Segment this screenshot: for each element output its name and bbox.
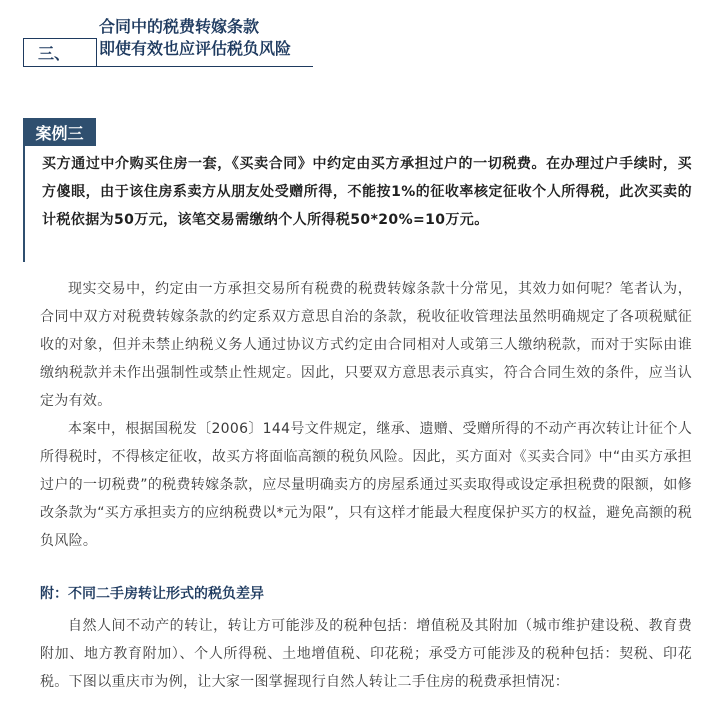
case-side-bar bbox=[23, 146, 25, 262]
paragraph-1: 现实交易中，约定由一方承担交易所有税费的税费转嫁条款十分常见，其效力如何呢？笔者认为，合同中双方对税费转嫁条款的约定系双方意思自治的条款，税收征收管理法虽然明确规定了各项税赋征收的对象，但并未禁止纳税义务人通过协议方式约定由合同相对人或第三人缴纳税款，而对于实际由谁缴纳税款并未作出强制性或禁止性规定。因此，只要双方意思表示真实，符合合同生效的条件，应当认定为有效。 bbox=[40, 281, 692, 409]
section-title-line1: 合同中的税费转嫁条款 bbox=[99, 17, 260, 36]
annex-heading: 附：不同二手房转让形式的税负差异 bbox=[40, 586, 264, 602]
section-number: 三、 bbox=[23, 38, 97, 67]
section-title-line2: 即使有效也应评估税负风险 bbox=[99, 39, 292, 58]
case-label: 案例三 bbox=[23, 118, 96, 146]
section-underline bbox=[97, 66, 313, 67]
paragraph-2: 本案中，根据国税发〔2006〕144号文件规定，继承、遗赠、受赠所得的不动产再次转让计征个人所得税时，不得核定征收，故买方将面临高额的税负风险。因此，买方面对《买卖合同》中“由买方承担过户的一切税费”的税费转嫁条款，应尽量明确卖方的房屋系通过买卖取得或设定承担税费的限额，如修改条款为“买方承担卖方的应纳税费以*元为限”，只有这样才能最大程度保护买方的权益，避免高额的税负风险。 bbox=[40, 421, 692, 549]
section-header bbox=[23, 16, 313, 68]
section-title bbox=[99, 16, 291, 60]
annex-text: 自然人间不动产的转让，转让方可能涉及的税种包括：增值税及其附加（城市维护建设税、教育费附加、地方教育附加）、个人所得税、土地增值税、印花税；承受方可能涉及的税种包括：契税、印花税。下图以重庆市为例，让大家一图掌握现行自然人转让二手住房的税费承担情况： bbox=[40, 618, 692, 690]
case-text: 买方通过中介购买住房一套，《买卖合同》中约定由买方承担过户的一切税费。在办理过户手续时，买方傻眼，由于该住房系卖方从朋友处受赠所得，不能按1%的征收率核定征收个人所得税，此次买卖的计税依据为50万元，该笔交易需缴纳个人所得税50*20%=10万元。 bbox=[42, 156, 692, 228]
